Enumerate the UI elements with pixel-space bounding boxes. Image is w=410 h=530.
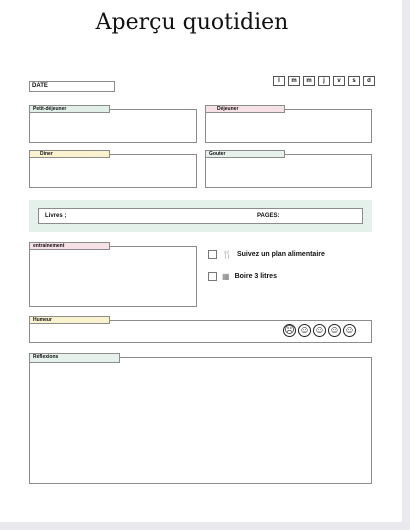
meal-plan-checkbox[interactable]	[208, 250, 217, 259]
pages-label: PAGES:	[257, 213, 280, 219]
breakfast-box[interactable]	[29, 109, 197, 143]
day-saturday[interactable]: s	[348, 76, 360, 86]
day-thursday[interactable]: j	[318, 76, 330, 86]
water-label: Boire 3 litres	[234, 273, 277, 280]
mood-label: Humeur	[29, 316, 110, 324]
books-label: Livres ;	[45, 213, 67, 219]
water-checkbox[interactable]	[208, 272, 217, 281]
mood-selector	[283, 324, 356, 337]
smiley-face-icon[interactable]: ☺	[314, 325, 325, 336]
date-field[interactable]: DATE	[29, 81, 115, 92]
smiley-face-icon[interactable]: ☺	[344, 325, 355, 336]
training-box[interactable]	[29, 246, 197, 307]
books-field[interactable]	[38, 208, 363, 224]
dinner-box[interactable]	[29, 154, 197, 188]
day-monday[interactable]: l	[273, 76, 285, 86]
meal-plan-icon: 🍴	[222, 250, 232, 259]
reflections-label: Réflexions	[29, 353, 120, 363]
day-wednesday[interactable]: m	[303, 76, 315, 86]
sad-face-icon[interactable]: ☹	[284, 325, 295, 336]
page-title: Aperçu quotidien	[95, 10, 289, 35]
water-icon: ▦	[222, 272, 230, 281]
snack-label: Gouter	[205, 150, 285, 158]
lunch-box[interactable]	[205, 109, 372, 143]
weekday-selector	[273, 76, 375, 86]
day-friday[interactable]: v	[333, 76, 345, 86]
lunch-label: Déjeuner	[205, 105, 285, 113]
day-tuesday[interactable]: m	[288, 76, 300, 86]
snack-box[interactable]	[205, 154, 372, 188]
checklist-item	[208, 250, 325, 259]
smiley-face-icon[interactable]: ☺	[329, 325, 340, 336]
reflections-box[interactable]	[29, 357, 372, 484]
checklist-item	[208, 272, 277, 281]
training-label: entrainement	[29, 242, 110, 250]
meal-plan-label: Suivez un plan alimentaire	[236, 251, 325, 258]
breakfast-label: Petit-déjeuner	[29, 105, 110, 113]
day-sunday[interactable]: d	[363, 76, 375, 86]
smiley-face-icon[interactable]: ☺	[299, 325, 310, 336]
dinner-label: Diner	[29, 150, 110, 158]
